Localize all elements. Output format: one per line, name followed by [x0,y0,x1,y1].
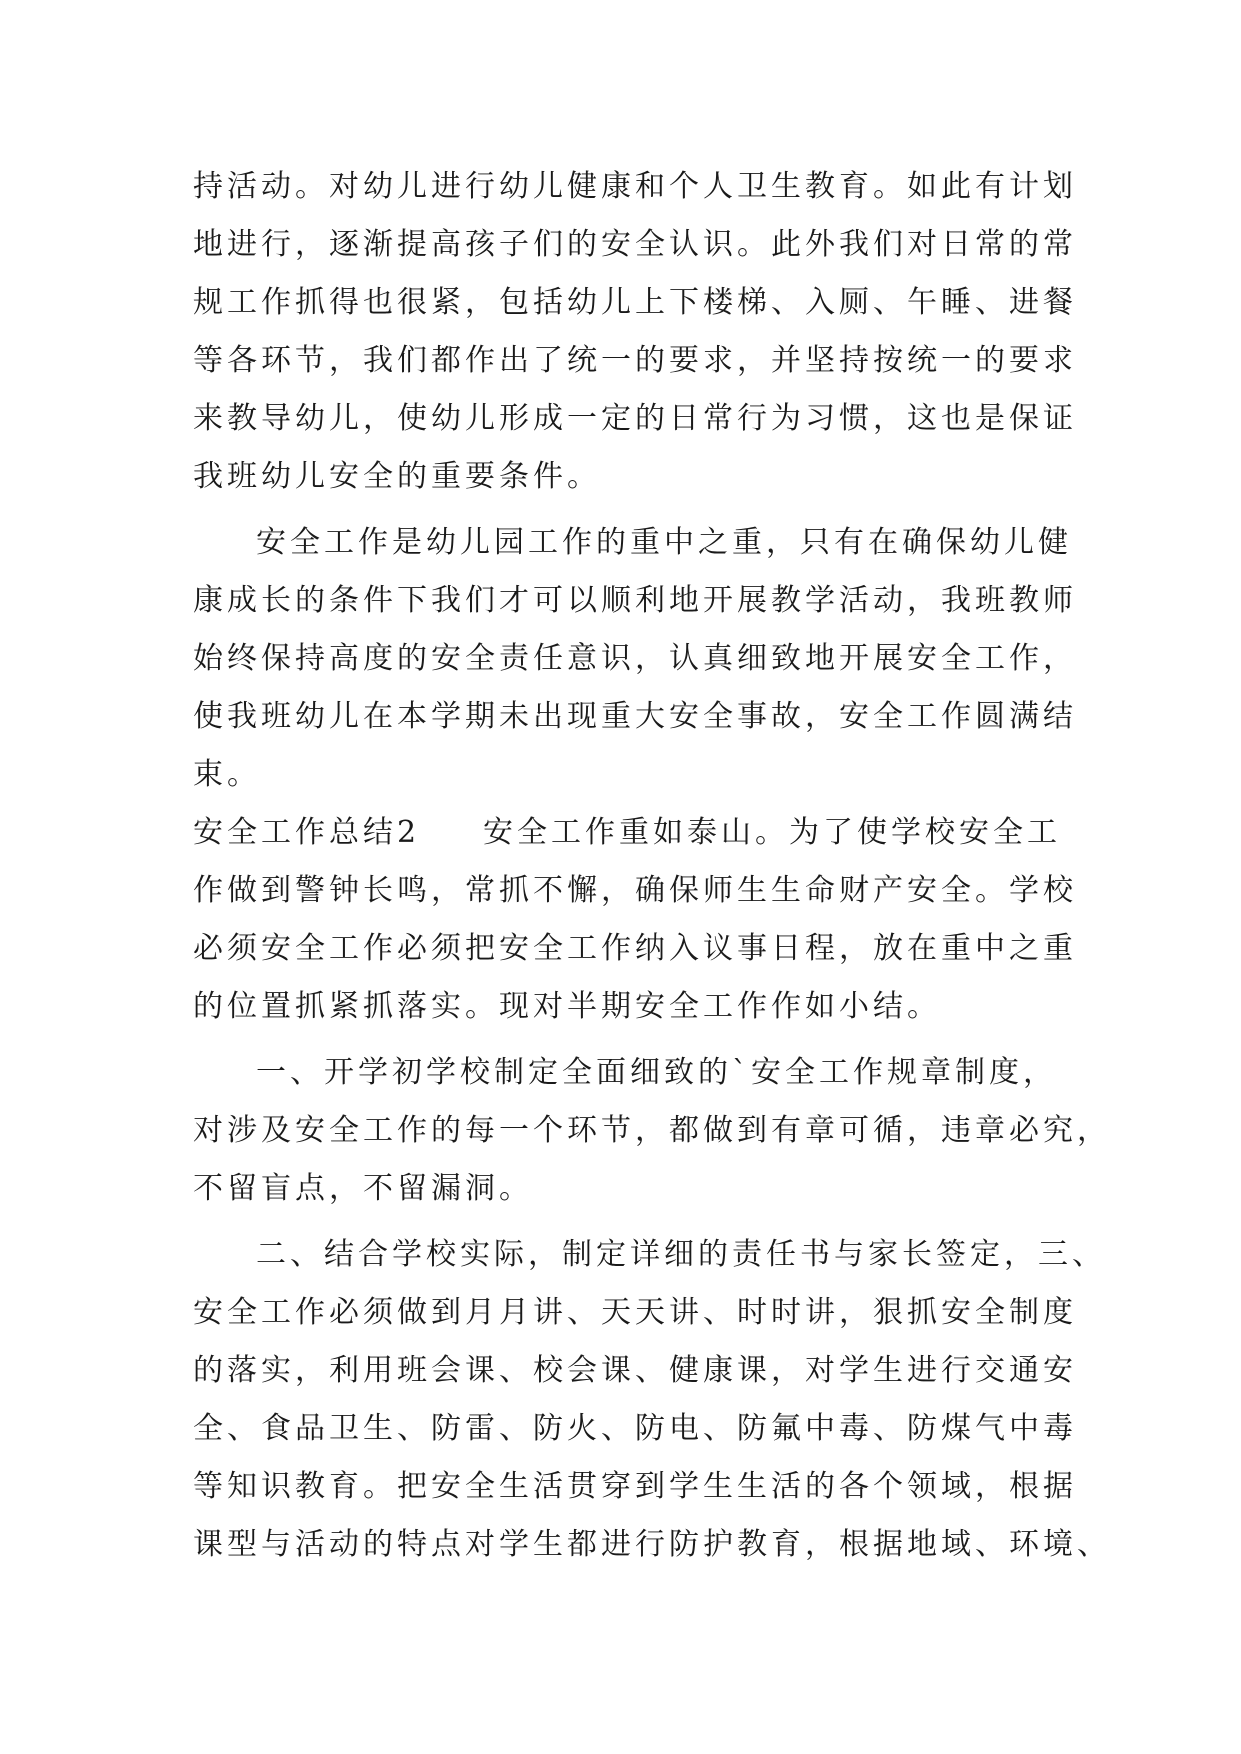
text-line: 地进行，逐渐提高孩子们的安全认识。此外我们对日常的常 [193,227,1077,262]
text-line: 持活动。对幼儿进行幼儿健康和个人卫生教育。如此有计划 [193,169,1077,204]
text-line: 始终保持高度的安全责任意识，认真细致地开展安全工作， [193,641,1077,676]
text-line: 使我班幼儿在本学期未出现重大安全事故，安全工作圆满结 [193,699,1077,734]
text-line: 的落实，利用班会课、校会课、健康课，对学生进行交通安 [193,1353,1077,1388]
text-line: 等各环节，我们都作出了统一的要求，并坚持按统一的要求 [193,343,1077,378]
text-line: 安全工作重如泰山。为了使学校安全工 [483,815,1061,850]
text-line: 不留盲点，不留漏洞。 [193,1171,533,1206]
text-line: 来教导幼儿，使幼儿形成一定的日常行为习惯，这也是保证 [193,401,1077,436]
document-body [193,158,1111,1574]
text-line: 康成长的条件下我们才可以顺利地开展教学活动，我班教师 [193,583,1077,618]
text-line: 安全工作必须做到月月讲、天天讲、时时讲，狠抓安全制度 [193,1295,1077,1330]
section-title: 安全工作总结2 [193,815,421,850]
section-title-line [193,804,1073,862]
text-line: 全、食品卫生、防雷、防火、防电、防氟中毒、防煤气中毒 [193,1411,1077,1446]
text-line: 作做到警钟长鸣，常抓不懈，确保师生生命财产安全。学校 [193,873,1077,908]
text-line: 束。 [193,757,261,792]
text-line: 规工作抓得也很紧，包括幼儿上下楼梯、入厕、午睡、进餐 [193,285,1077,320]
text-line: 课型与活动的特点对学生都进行防护教育，根据地域、环境、 [193,1527,1111,1562]
text-line: 我班幼儿安全的重要条件。 [193,459,601,494]
text-line: 对涉及安全工作的每一个环节，都做到有章可循，违章必究， [193,1113,1111,1148]
text-line: 二、结合学校实际，制定详细的责任书与家长签定，三、 [256,1237,1106,1272]
text-line: 必须安全工作必须把安全工作纳入议事日程，放在重中之重 [193,931,1077,966]
text-line: 一、开学初学校制定全面细致的`安全工作规章制度， [256,1055,1057,1090]
text-line: 安全工作是幼儿园工作的重中之重，只有在确保幼儿健 [256,525,1072,560]
text-line: 等知识教育。把安全生活贯穿到学生生活的各个领域，根据 [193,1469,1077,1504]
text-line: 的位置抓紧抓落实。现对半期安全工作作如小结。 [193,989,941,1024]
